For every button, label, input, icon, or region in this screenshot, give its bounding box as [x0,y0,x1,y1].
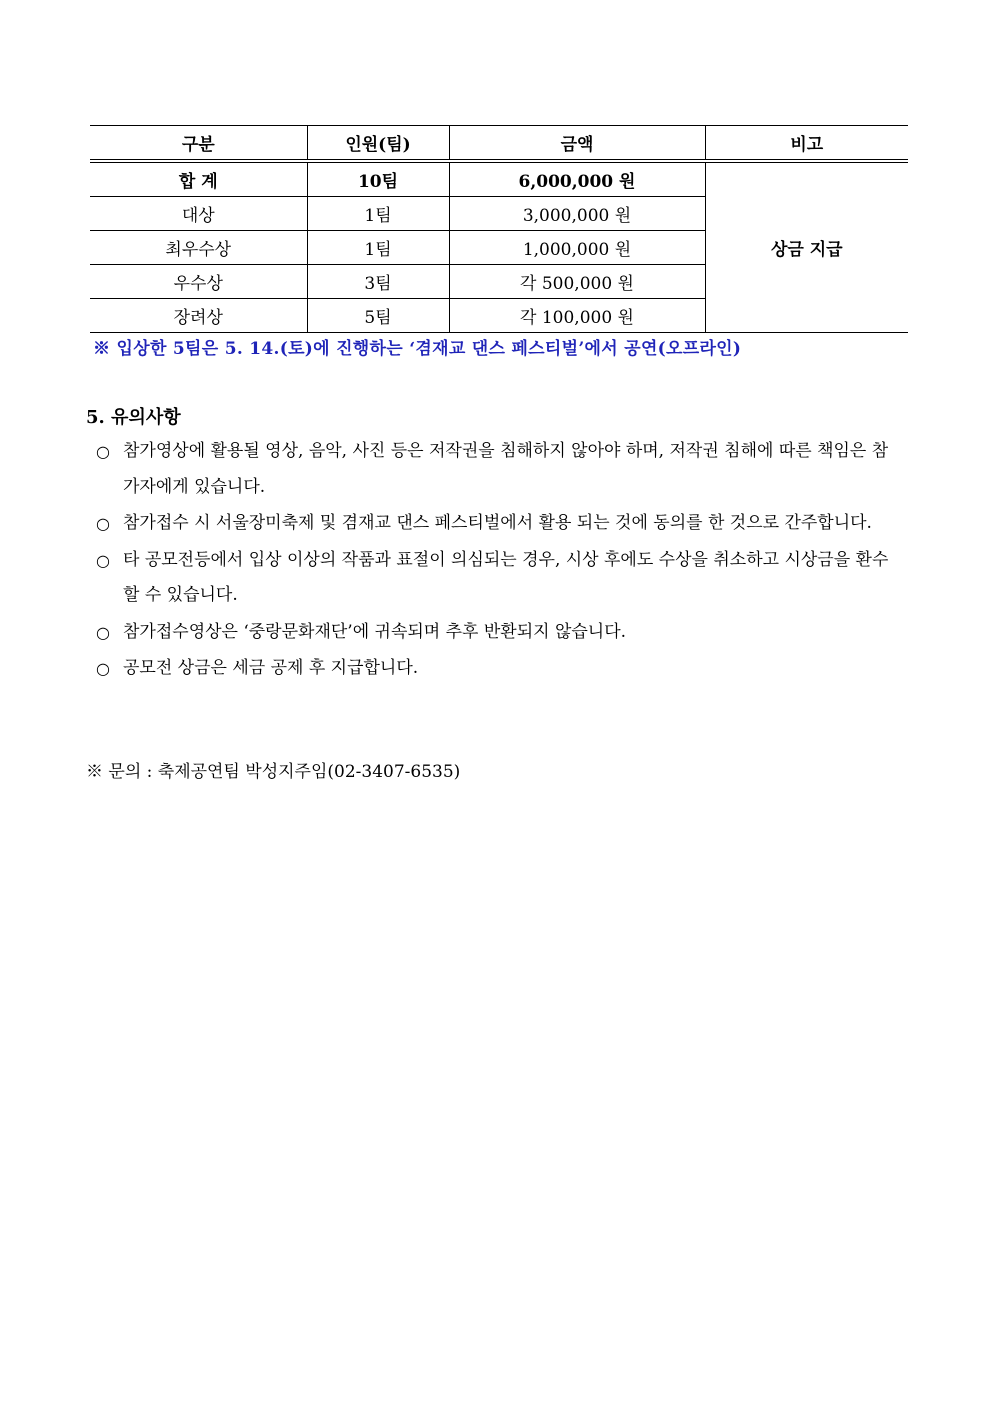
header-amount: 금액 [449,126,705,162]
circle-bullet-icon: ○ [96,659,110,678]
header-count: 인원(팀) [307,126,449,162]
cell-amount: 각 100,000 원 [449,299,705,333]
list-item-text: 참가접수 시 서울장미축제 및 겸재교 댄스 페스티벌에서 활용 되는 것에 동의를 한 것으로 간주합니다. [123,513,872,533]
cell-count: 1팀 [307,231,449,265]
cell-amount: 1,000,000 원 [449,231,705,265]
cell-count: 1팀 [307,197,449,231]
contact-info: ※ 문의 : 축제공연팀 박성지주임(02-3407-6535) [86,762,461,782]
list-item-text: 공모전 상금은 세금 공제 후 지급합니다. [123,658,419,678]
cell-amount: 3,000,000 원 [449,197,705,231]
prize-table [90,125,908,333]
cell-amount: 6,000,000 원 [449,161,705,197]
cell-category: 최우수상 [90,231,307,265]
cell-amount: 각 500,000 원 [449,265,705,299]
circle-bullet-icon: ○ [96,442,110,461]
list-item [96,651,896,687]
table-row-total [90,161,908,197]
table-header-row [90,126,908,162]
header-note: 비고 [705,126,908,162]
cell-note: 상금 지급 [705,161,908,333]
section-title: 5. 유의사항 [86,407,181,428]
header-category: 구분 [90,126,307,162]
circle-bullet-icon: ○ [96,514,110,533]
list-item [96,615,896,651]
list-item [96,434,896,505]
cell-count: 5팀 [307,299,449,333]
list-item [96,543,896,614]
cell-count: 10팀 [307,161,449,197]
circle-bullet-icon: ○ [96,550,110,570]
caution-list [96,434,896,688]
list-item [96,506,896,542]
cell-category: 우수상 [90,265,307,299]
list-item-text: 타 공모전등에서 입상 이상의 작품과 표절이 의심되는 경우, 시상 후에도 수상을 취소하고 시상금을 환수할 수 있습니다. [123,549,889,605]
circle-bullet-icon: ○ [96,622,110,642]
performance-note: ※ 입상한 5팀은 5. 14.(토)에 진행하는 ‘겸재교 댄스 페스티벌’에서 공연(오프라인) [93,339,742,359]
cell-category: 대상 [90,197,307,231]
list-item-text: 참가접수영상은 ‘중랑문화재단’에 귀속되며 추후 반환되지 않습니다. [123,621,627,642]
cell-category: 장려상 [90,299,307,333]
cell-count: 3팀 [307,265,449,299]
cell-category: 합 계 [90,161,307,197]
list-item-text: 참가영상에 활용될 영상, 음악, 사진 등은 저작권을 침해하지 않아야 하며, 저작권 침해에 따른 책임은 참가자에게 있습니다. [123,441,889,497]
